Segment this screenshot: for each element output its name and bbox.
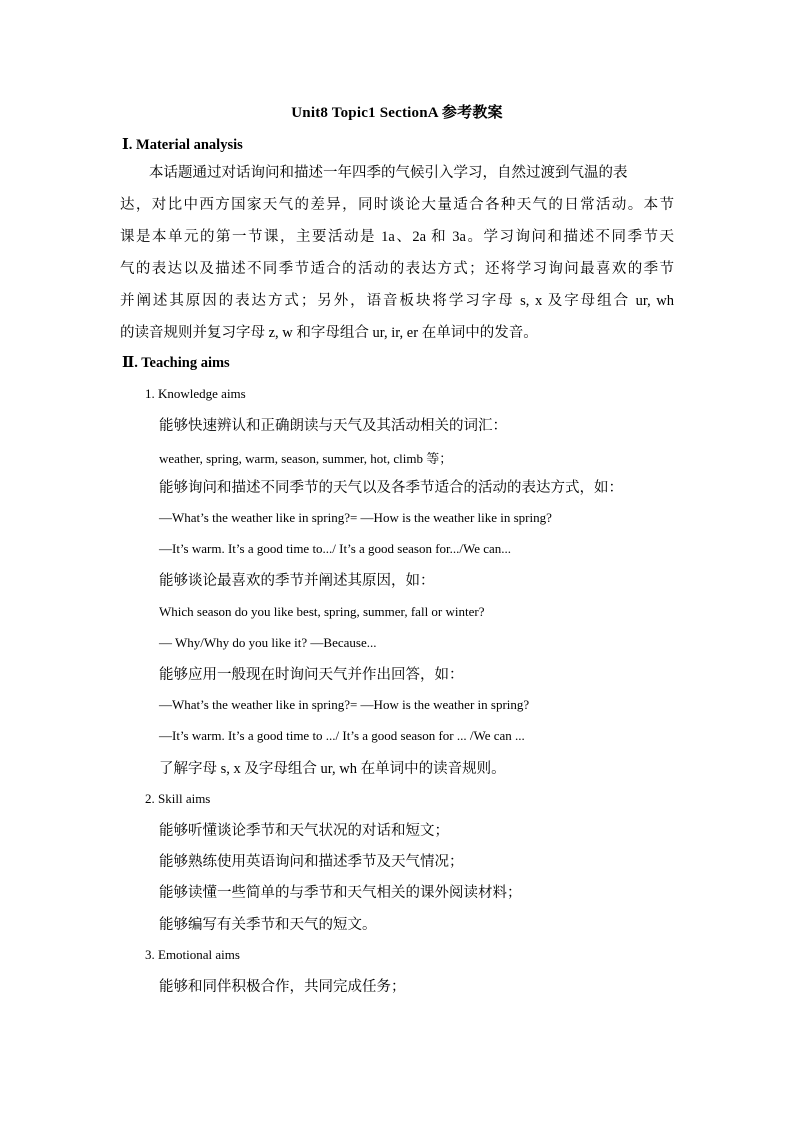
knowledge-aim-item: 能够应用一般现在时询问天气并作出回答，如：	[159, 667, 464, 683]
paragraph-line: 本话题通过对话询问和描述一年四季的气候引入学习，自然过渡到气温的表	[149, 165, 628, 181]
paragraph-line: 并阐述其原因的表达方式；另外，语音板块将学习字母 s, x 及字母组合 ur, wh	[120, 293, 674, 309]
knowledge-aim-item: 能够快速辨认和正确朗读与天气及其活动相关的词汇：	[159, 418, 507, 434]
paragraph-line: 课是本单元的第一节课，主要活动是 1a、2a 和 3a。学习询问和描述不同季节天	[120, 229, 674, 245]
section-heading-material-analysis: Ⅰ. Material analysis	[122, 137, 243, 153]
subheading-skill-aims: 2. Skill aims	[145, 791, 211, 806]
material-analysis-paragraph	[120, 157, 674, 349]
skill-aim-item: 能够编写有关季节和天气的短文。	[159, 917, 377, 933]
emotional-aim-item: 能够和同伴积极合作，共同完成任务；	[159, 979, 406, 995]
paragraph-line: 达，对比中西方国家天气的差异，同时谈论大量适合各种天气的日常活动。本节	[120, 197, 674, 213]
skill-aim-item: 能够听懂谈论季节和天气状况的对话和短文；	[159, 823, 449, 839]
knowledge-aim-item: weather, spring, warm, season, summer, hot, climb 等；	[159, 451, 453, 466]
paragraph-line: 的读音规则并复习字母 z, w 和字母组合 ur, ir, er 在单词中的发音。	[120, 325, 538, 341]
knowledge-aim-item: —What’s the weather like in spring?= —How is the weather in spring?	[159, 697, 530, 712]
skill-aim-item: 能够读懂一些简单的与季节和天气相关的课外阅读材料；	[159, 885, 522, 901]
knowledge-aim-item: 能够询问和描述不同季节的天气以及各季节适合的活动的表达方式，如：	[159, 480, 623, 496]
knowledge-aim-item: — Why/Why do you like it? —Because...	[159, 635, 377, 650]
subheading-emotional-aims: 3. Emotional aims	[145, 947, 240, 962]
knowledge-aim-item: —It’s warm. It’s a good time to .../ It’s a good season for ... /We can ...	[159, 728, 525, 743]
knowledge-aim-item: Which season do you like best, spring, summer, fall or winter?	[159, 604, 485, 619]
knowledge-aim-item: —It’s warm. It’s a good time to.../ It’s a good season for.../We can...	[159, 541, 512, 556]
knowledge-aim-item: 了解字母 s, x 及字母组合 ur, wh 在单词中的读音规则。	[159, 761, 506, 777]
paragraph-line: 气的表达以及描述不同季节适合的活动的表达方式；还将学习询问最喜欢的季节	[120, 261, 674, 277]
subheading-knowledge-aims: 1. Knowledge aims	[145, 386, 246, 401]
section-heading-teaching-aims: Ⅱ. Teaching aims	[122, 355, 230, 371]
knowledge-aim-item: —What’s the weather like in spring?= —How is the weather like in spring?	[159, 510, 552, 525]
document-title: Unit8 Topic1 SectionA 参考教案	[291, 105, 503, 121]
knowledge-aim-item: 能够谈论最喜欢的季节并阐述其原因，如：	[159, 573, 435, 589]
skill-aim-item: 能够熟练使用英语询问和描述季节及天气情况；	[159, 854, 464, 870]
